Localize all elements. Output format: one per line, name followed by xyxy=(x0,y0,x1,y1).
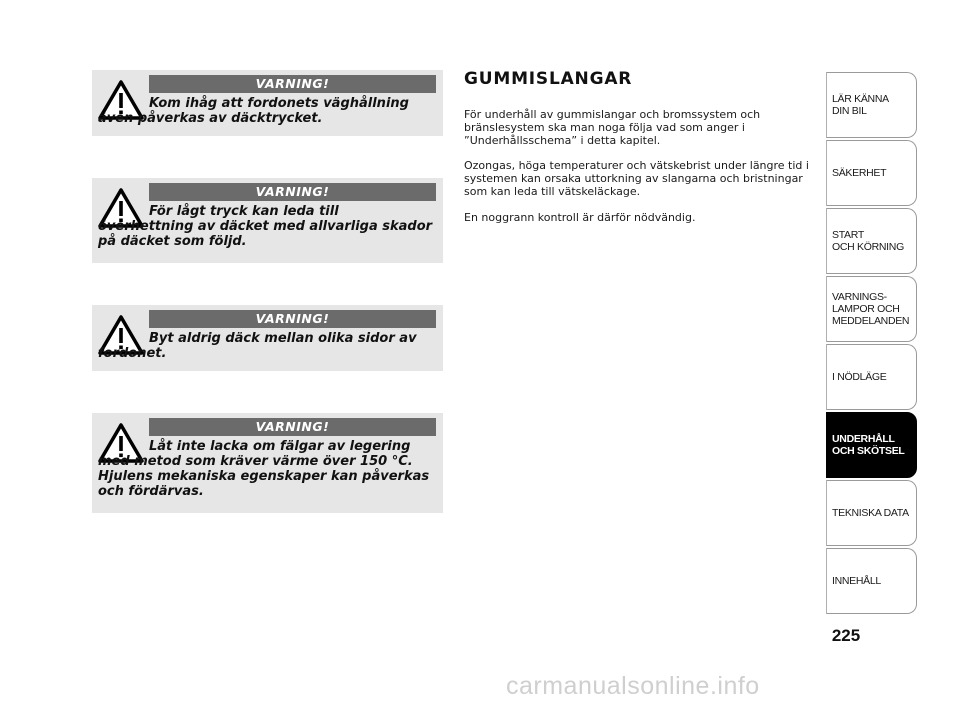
warning-text: För lågt tryck kan leda till överhettning av däcket med allvarliga skador på däcket som följd. xyxy=(98,204,433,249)
chapter-tab-sakerhet[interactable] xyxy=(826,140,917,206)
chapter-tab-innehall[interactable] xyxy=(826,548,917,614)
warning-box xyxy=(92,70,443,136)
chapter-tab-label: SÄKERHET xyxy=(832,167,887,179)
page-number: 225 xyxy=(831,626,861,645)
warning-box xyxy=(92,178,443,263)
warning-label: VARNING! xyxy=(149,418,436,436)
chapter-tab-start-och-korning[interactable] xyxy=(826,208,917,274)
chapter-tab-label: UNDERHÅLL OCH SKÖTSEL xyxy=(832,433,905,457)
warning-text: Byt aldrig däck mellan olika sidor av fordonet. xyxy=(98,331,417,361)
body-paragraph: Ozongas, höga temperaturer och vätskebrist under längre tid i systemen kan orsaka uttorkning av slangarna och bristningar som kan leda till vätskeläckage. xyxy=(464,159,809,198)
chapter-tab-label: VARNINGS- LAMPOR OCH MEDDELANDEN xyxy=(832,291,910,327)
chapter-tab-label: TEKNISKA DATA xyxy=(832,507,909,519)
body-paragraph: För underhåll av gummislangar och bromssystem och bränslesystem ska man noga följa vad som anger i ”Underhållsschema” i detta kapitel. xyxy=(464,108,761,147)
warning-text: Låt inte lacka om fälgar av legering med metod som kräver värme över 150 °C. Hjulens mekaniska egenskaper kan påverkas och fördärvas. xyxy=(98,439,430,499)
chapter-tab-label: INNEHÅLL xyxy=(832,575,881,587)
chapter-tab-label: I NÖDLÄGE xyxy=(832,371,887,383)
body-paragraph: En noggrann kontroll är därför nödvändig. xyxy=(464,211,696,224)
warning-label: VARNING! xyxy=(149,310,436,328)
chapter-tab-label: START OCH KÖRNING xyxy=(832,229,904,253)
section-title: GUMMISLANGAR xyxy=(464,69,633,89)
chapter-tab-lar-kanna-din-bil[interactable] xyxy=(826,72,917,138)
chapter-tab-varningslampor[interactable] xyxy=(826,276,917,342)
warning-label: VARNING! xyxy=(149,75,436,93)
watermark: carmanualsonline.info xyxy=(506,672,760,700)
chapter-tab-underhall-och-skotsel[interactable] xyxy=(826,412,917,478)
warning-box xyxy=(92,305,443,371)
warning-text: Kom ihåg att fordonets väghållning även påverkas av däcktrycket. xyxy=(98,96,409,126)
warning-label: VARNING! xyxy=(149,183,436,201)
chapter-tab-label: LÄR KÄNNA DIN BIL xyxy=(832,93,889,117)
warning-box xyxy=(92,413,443,513)
chapter-tab-i-nodlage[interactable] xyxy=(826,344,917,410)
chapter-tab-tekniska-data[interactable] xyxy=(826,480,917,546)
